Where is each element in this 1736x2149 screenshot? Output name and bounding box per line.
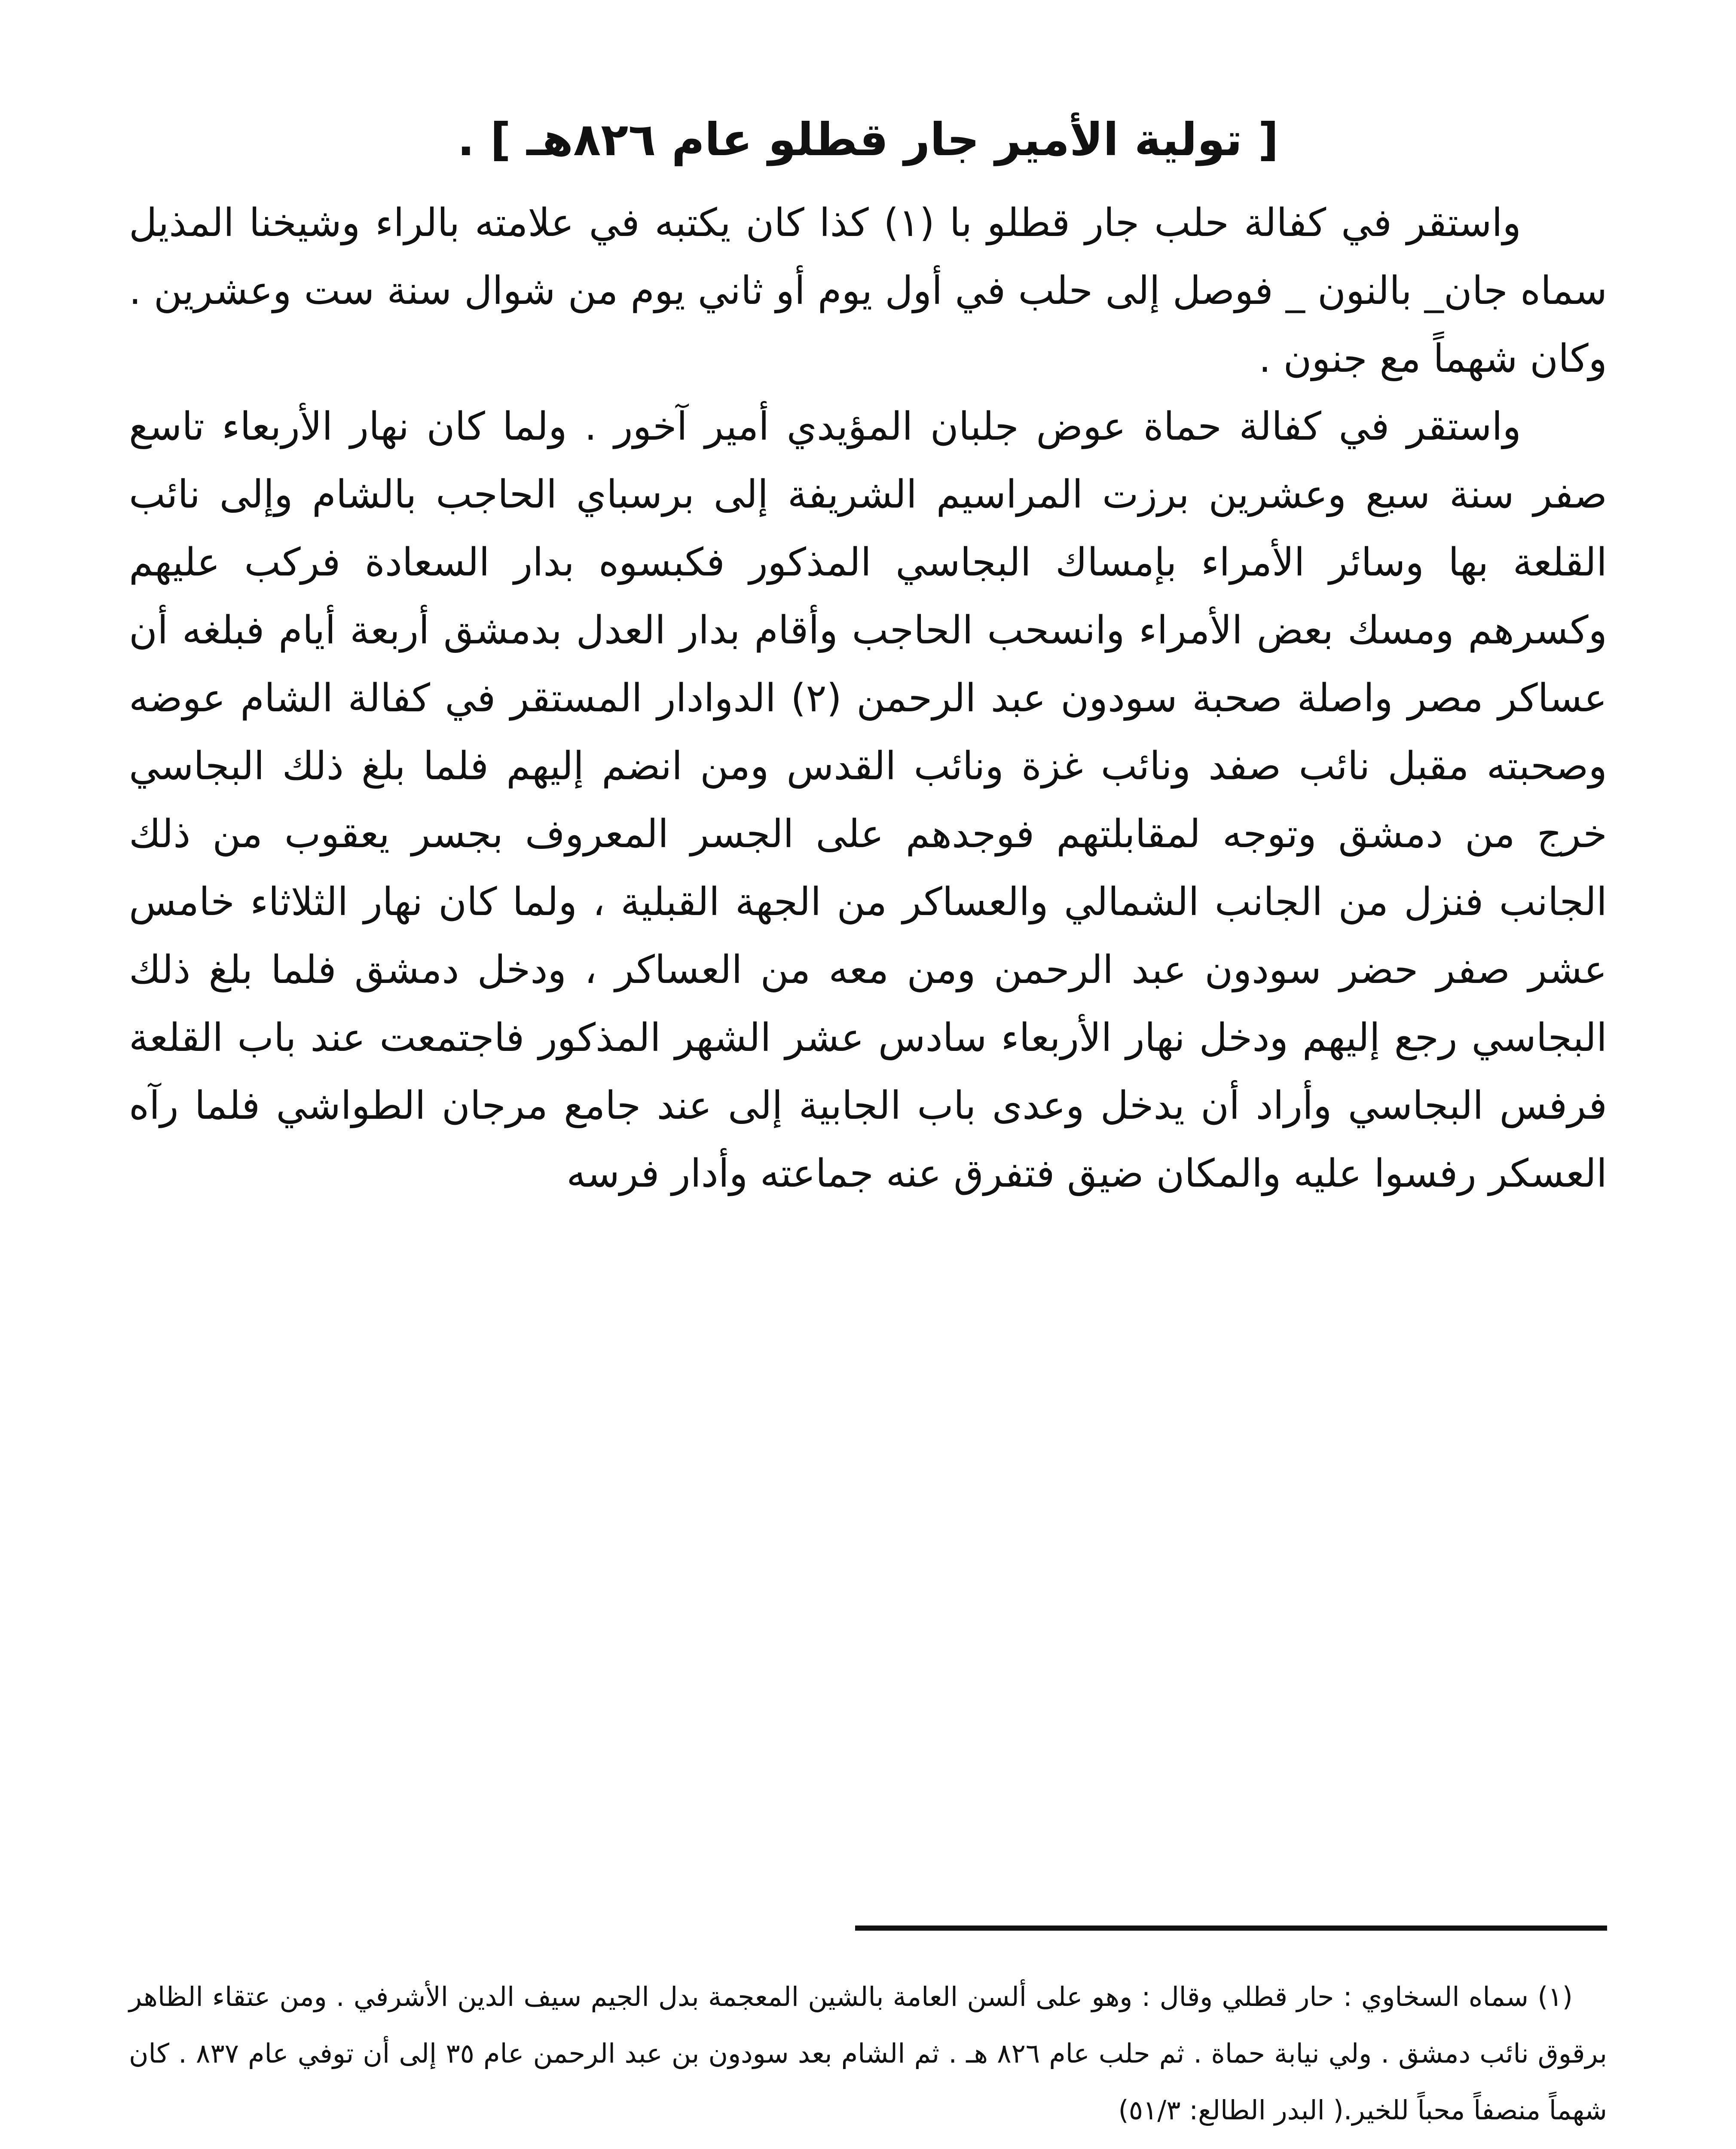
page (129, 107, 1607, 2149)
paragraph-1: واستقر في كفالة حلب جار قطلو با (١) كذا كان يكتبه في علامته بالراء وشيخنا المذيل سماه جان_ بالنون _ فوصل إلى حلب في أول يوم أو ثاني يوم من شوال سنة ست وعشرين . وكان شهماً مع جنون . (129, 200, 1607, 381)
section-heading: [ تولية الأمير جار قطلو عام ٨٢٦هـ ] . (457, 113, 1279, 166)
footnote-1: (١) سماه السخاوي : حار قطلي وقال : وهو على ألسن العامة بالشين المعجمة بدل الجيم سيف الدين الأشرفي . ومن عتقاء الظاهر برقوق نائب دمشق . ولي نيابة حماة . ثم حلب عام ٨٢٦ هـ . ثم الشام بعد سودون بن عبد الرحمن عام ٣٥ إلى أن توفي عام ٨٣٧ . كان شهماً منصفاً محباً للخير.( البدر الطالع: ٥١/٣) (129, 1981, 1607, 2126)
footnotes (129, 1968, 1607, 2149)
footnote-2 (129, 2139, 1607, 2149)
main-text (129, 189, 1607, 1208)
paragraph-2: واستقر في كفالة حماة عوض جلبان المؤيدي أمير آخور . ولما كان نهار الأربعاء تاسع صفر سنة سبع وعشرين برزت المراسيم الشريفة إلى برسباي الحاجب بالشام وإلى نائب القلعة بها وسائر الأمراء بإمساك البجاسي المذكور فكبسوه بدار السعادة فركب عليهم وكسرهم ومسك بعض الأمراء وانسحب الحاجب وأقام بدار العدل بدمشق أربعة أيام فبلغه أن عساكر مصر واصلة صحبة سودون عبد الرحمن (٢) الدوادار المستقر في كفالة الشام عوضه وصحبته مقبل نائب صفد ونائب غزة ونائب القدس ومن انضم إليهم فلما بلغ ذلك البجاسي خرج من دمشق وتوجه لمقابلتهم فوجدهم على الجسر المعروف بجسر يعقوب من ذلك الجانب فنزل من الجانب الشمالي والعساكر من الجهة القبلية ، ولما كان نهار الثلاثاء خامس عشر صفر حضر سودون عبد الرحمن ومن معه من العساكر ، ودخل دمشق فلما بلغ ذلك البجاسي رجع إليهم ودخل نهار الأربعاء سادس عشر الشهر المذكور فاجتمعت عند باب القلعة فرفس البجاسي وأراد أن يدخل وعدى باب الجابية إلى عند جامع مرجان الطواشي فلما رآه العسكر رفسوا عليه والمكان ضيق فتفرق عنه جماعته وأدار فرسه (129, 404, 1607, 1196)
footnote-divider (855, 1926, 1607, 1931)
